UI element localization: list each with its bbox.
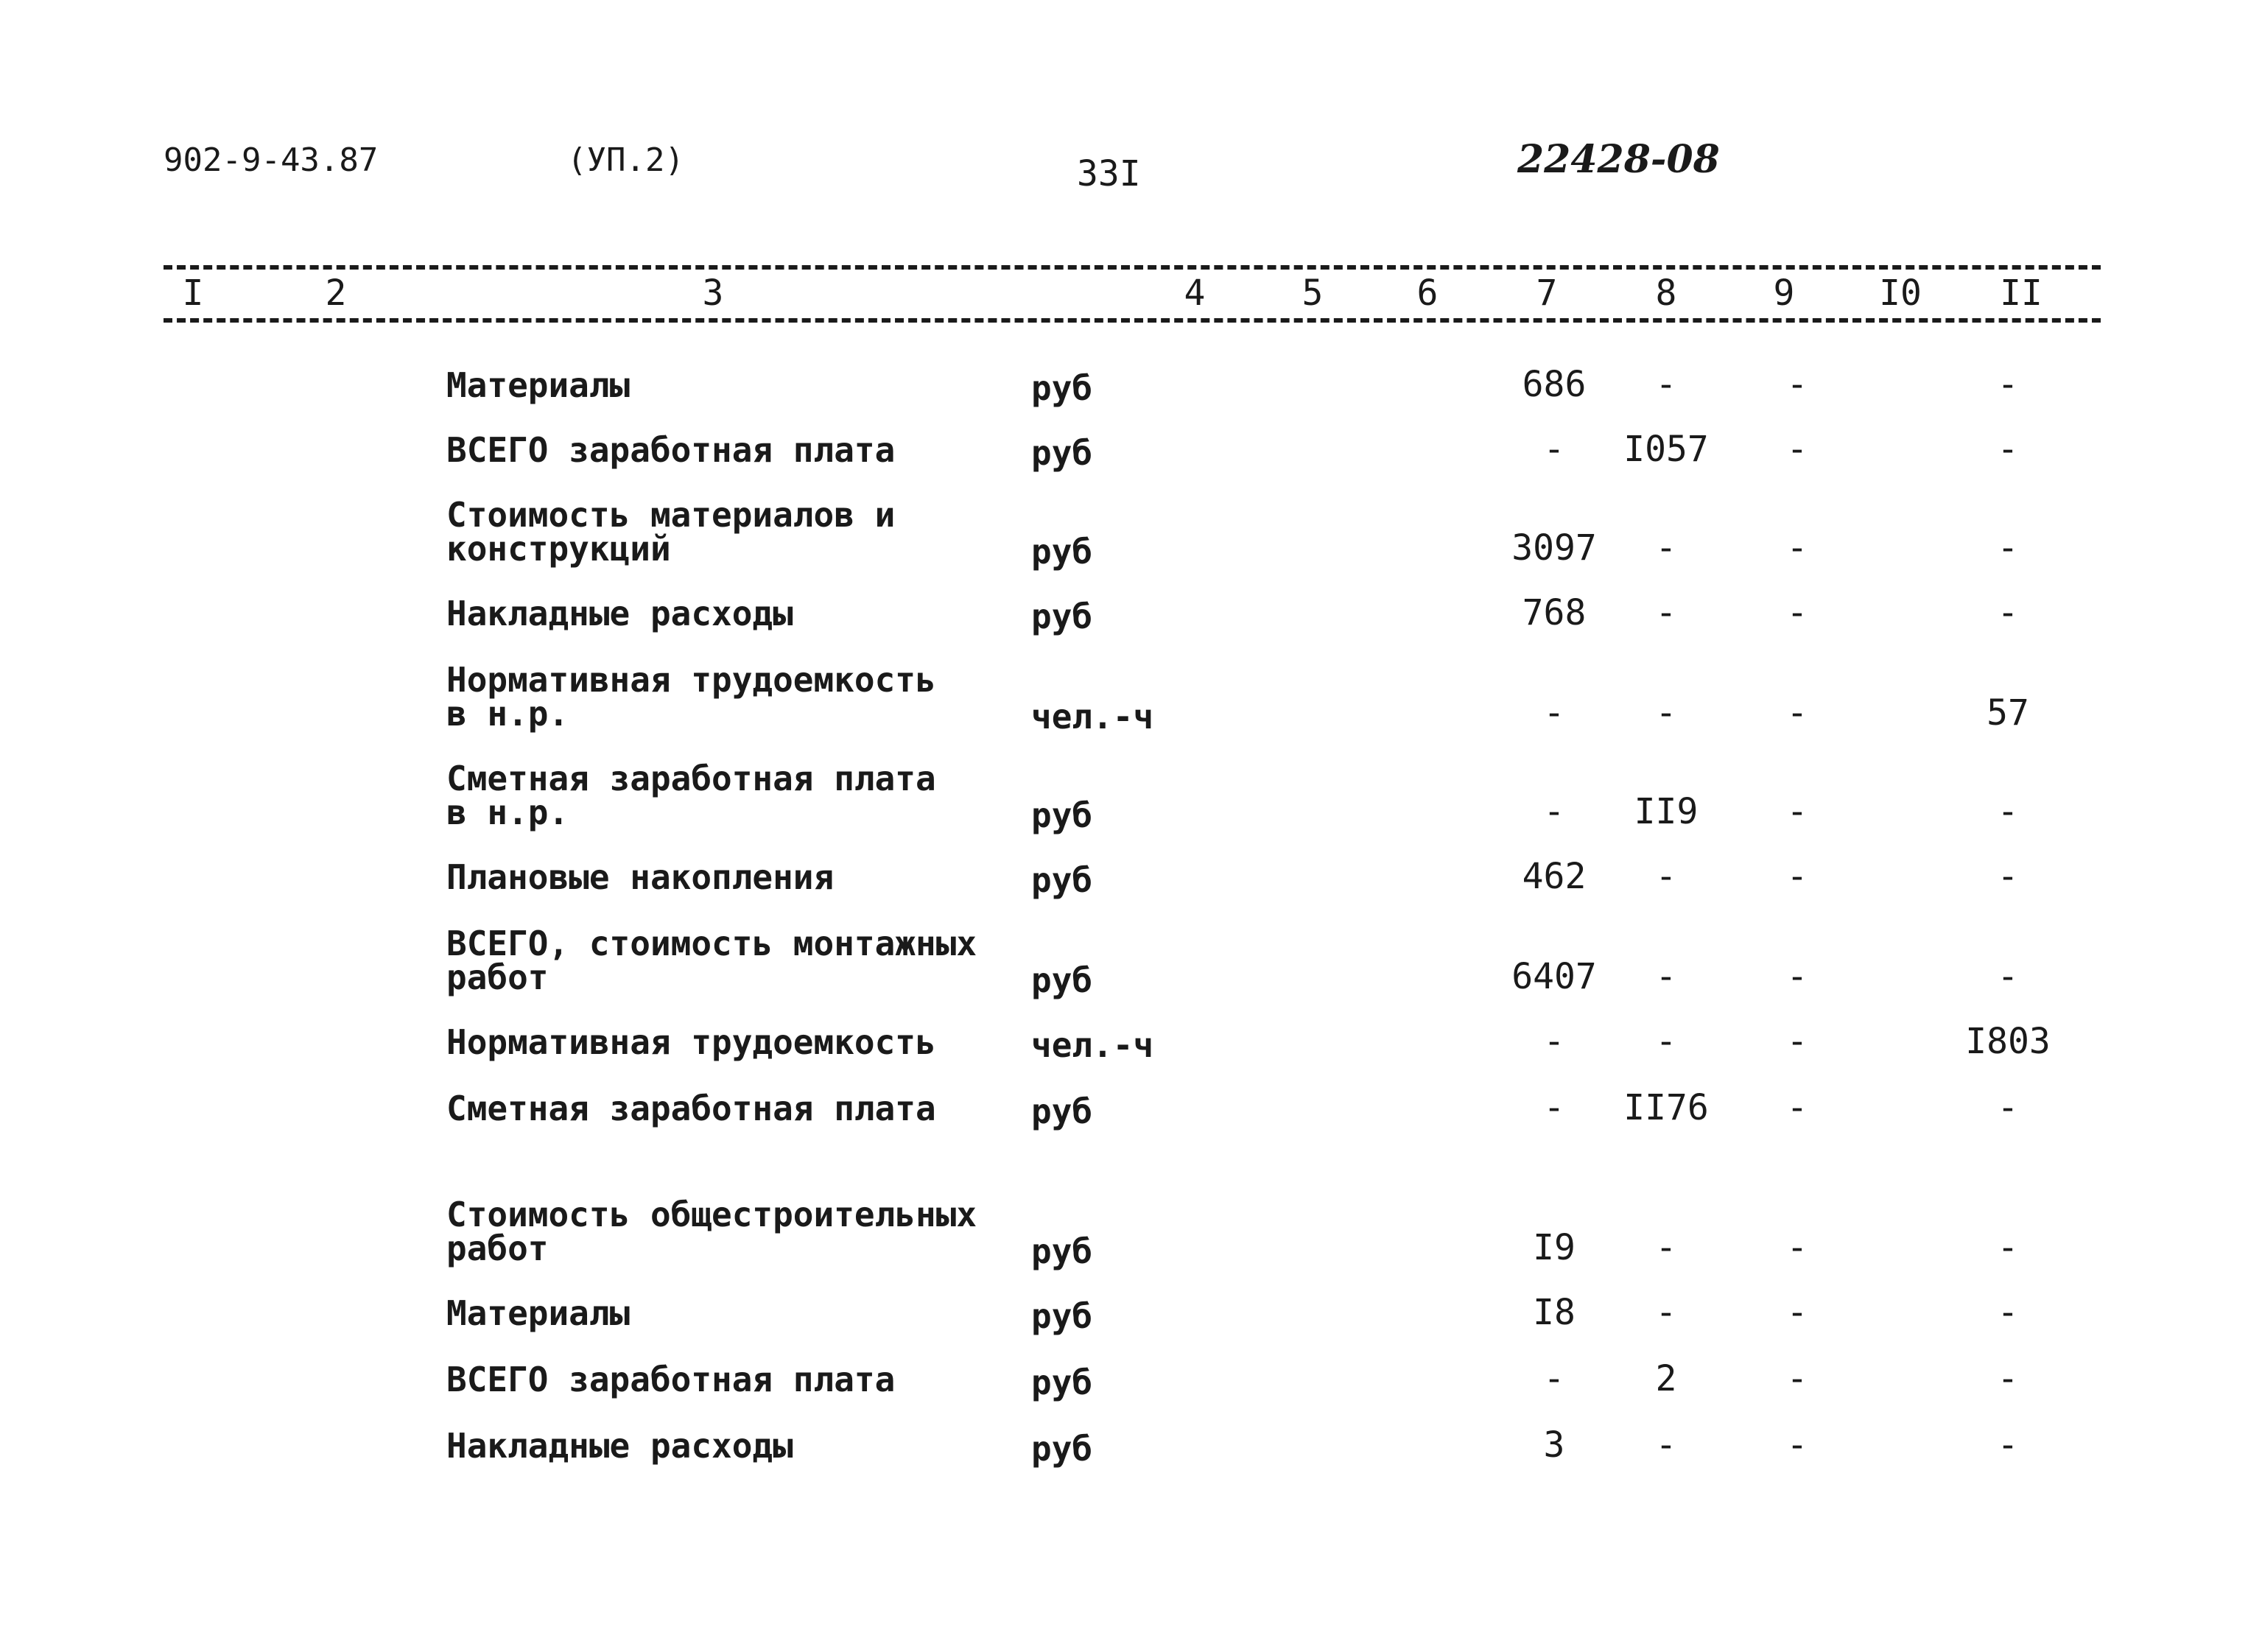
column-number-10: I0: [1879, 273, 1922, 314]
row-label: [446, 660, 936, 734]
row-label: [446, 1293, 631, 1333]
cell-col-8: 2: [1655, 1358, 1677, 1399]
row-label-line: конструкций: [446, 529, 671, 569]
row-label-line: Сметная заработная плата: [446, 759, 936, 798]
row-label-line: работ: [446, 1229, 549, 1268]
document-code: 902-9-43.87: [164, 141, 379, 179]
column-number-4: 4: [1184, 273, 1206, 314]
row-label: [446, 1426, 793, 1466]
cell-col-11: I803: [1965, 1021, 2051, 1062]
row-label: [446, 365, 631, 405]
cell-col-7: 3097: [1511, 527, 1597, 569]
row-unit: руб: [1031, 795, 1093, 835]
row-label-line: Накладные расходы: [446, 1426, 793, 1466]
cell-col-8: -: [1655, 527, 1677, 569]
row-label: [446, 1195, 977, 1268]
cell-col-11: -: [1997, 1358, 2019, 1399]
row-label-line: Нормативная трудоемкость: [446, 660, 936, 700]
row-unit: руб: [1031, 433, 1093, 473]
row-unit: руб: [1031, 1296, 1093, 1336]
cell-col-7: 462: [1522, 856, 1587, 897]
cell-col-11: -: [1997, 1087, 2019, 1128]
cell-col-7: I9: [1533, 1227, 1576, 1268]
row-label-line: Плановые накопления: [446, 857, 835, 897]
column-number-8: 8: [1655, 273, 1677, 314]
cell-col-7: -: [1543, 1021, 1565, 1062]
row-label-line: Стоимость материалов и: [446, 495, 896, 535]
row-label-line: ВСЕГО заработная плата: [446, 1360, 896, 1399]
cell-col-7: -: [1543, 791, 1565, 832]
row-label: [446, 924, 977, 997]
row-label: [446, 495, 896, 569]
row-label-line: Нормативная трудоемкость: [446, 1022, 936, 1062]
cell-col-8: -: [1655, 1424, 1677, 1466]
cell-col-8: -: [1655, 1292, 1677, 1333]
cell-col-9: -: [1786, 1227, 1808, 1268]
row-label-line: работ: [446, 957, 549, 997]
header-top-rule: [164, 265, 2101, 270]
cell-col-11: -: [1997, 791, 2019, 832]
cell-col-11: -: [1997, 364, 2019, 405]
cell-col-9: -: [1786, 1424, 1808, 1466]
cell-col-11: -: [1997, 592, 2019, 633]
row-label: [446, 594, 793, 633]
cell-col-9: -: [1786, 364, 1808, 405]
column-number-3: 3: [702, 273, 724, 314]
cell-col-9: -: [1786, 429, 1808, 470]
cell-col-8: II76: [1623, 1087, 1709, 1128]
column-number-11: II: [2000, 273, 2043, 314]
cell-col-8: I057: [1623, 429, 1709, 470]
cell-col-9: -: [1786, 1358, 1808, 1399]
row-unit: руб: [1031, 960, 1093, 1000]
cell-col-8: -: [1655, 592, 1677, 633]
column-number-1: I: [182, 273, 204, 314]
header-bottom-rule: [164, 318, 2101, 323]
cell-col-11: -: [1997, 856, 2019, 897]
document-number: 22428-08: [1517, 137, 1720, 182]
cell-col-7: 3: [1543, 1424, 1565, 1466]
cell-col-8: -: [1655, 1021, 1677, 1062]
column-number-5: 5: [1302, 273, 1324, 314]
cell-col-9: -: [1786, 592, 1808, 633]
cell-col-8: II9: [1634, 791, 1699, 832]
row-label: [446, 430, 896, 470]
cell-col-8: -: [1655, 856, 1677, 897]
row-label: [446, 1022, 936, 1062]
row-unit: руб: [1031, 860, 1093, 900]
cell-col-7: -: [1543, 1087, 1565, 1128]
cell-col-9: -: [1786, 1021, 1808, 1062]
cell-col-7: I8: [1533, 1292, 1576, 1333]
row-unit: руб: [1031, 1429, 1093, 1469]
cell-col-9: -: [1786, 692, 1808, 734]
cell-col-11: -: [1997, 429, 2019, 470]
cell-col-7: -: [1543, 429, 1565, 470]
cell-col-7: -: [1543, 692, 1565, 734]
column-number-9: 9: [1773, 273, 1795, 314]
row-unit: руб: [1031, 368, 1093, 408]
cell-col-7: 6407: [1511, 956, 1597, 997]
row-unit: чел.-ч: [1031, 1025, 1154, 1065]
page-number: 33I: [1077, 153, 1141, 194]
row-label: [446, 857, 835, 897]
cell-col-8: -: [1655, 1227, 1677, 1268]
cell-col-11: -: [1997, 1424, 2019, 1466]
cell-col-9: -: [1786, 856, 1808, 897]
row-unit: руб: [1031, 1363, 1093, 1402]
row-label-line: Сметная заработная плата: [446, 1089, 936, 1128]
cell-col-8: -: [1655, 956, 1677, 997]
row-unit: руб: [1031, 1231, 1093, 1271]
cell-col-9: -: [1786, 791, 1808, 832]
cell-col-8: -: [1655, 364, 1677, 405]
row-label-line: Материалы: [446, 365, 631, 405]
cell-col-7: 768: [1522, 592, 1587, 633]
row-label-line: Материалы: [446, 1293, 631, 1333]
cell-col-7: -: [1543, 1358, 1565, 1399]
cell-col-7: 686: [1522, 364, 1587, 405]
cell-col-9: -: [1786, 527, 1808, 569]
row-label: [446, 1089, 936, 1128]
cell-col-9: -: [1786, 1292, 1808, 1333]
cell-col-9: -: [1786, 956, 1808, 997]
row-label-line: Накладные расходы: [446, 594, 793, 633]
row-label-line: ВСЕГО заработная плата: [446, 430, 896, 470]
row-unit: чел.-ч: [1031, 697, 1154, 737]
column-number-2: 2: [325, 273, 347, 314]
row-label-line: в н.р.: [446, 792, 569, 832]
row-label-line: в н.р.: [446, 694, 569, 734]
row-label: [446, 1360, 896, 1399]
cell-col-9: -: [1786, 1087, 1808, 1128]
cell-col-8: -: [1655, 692, 1677, 734]
row-unit: руб: [1031, 597, 1093, 636]
cell-col-11: -: [1997, 956, 2019, 997]
cell-col-11: -: [1997, 527, 2019, 569]
cell-col-11: -: [1997, 1227, 2019, 1268]
column-number-6: 6: [1416, 273, 1439, 314]
cell-col-11: -: [1997, 1292, 2019, 1333]
row-unit: руб: [1031, 532, 1093, 572]
row-label-line: ВСЕГО, стоимость монтажных: [446, 924, 977, 963]
row-label: [446, 759, 936, 832]
sheet-reference: (УП.2): [567, 141, 684, 179]
row-label-line: Стоимость общестроительных: [446, 1195, 977, 1234]
cell-col-11: 57: [1987, 692, 2029, 734]
column-number-7: 7: [1536, 273, 1558, 314]
row-unit: руб: [1031, 1092, 1093, 1131]
